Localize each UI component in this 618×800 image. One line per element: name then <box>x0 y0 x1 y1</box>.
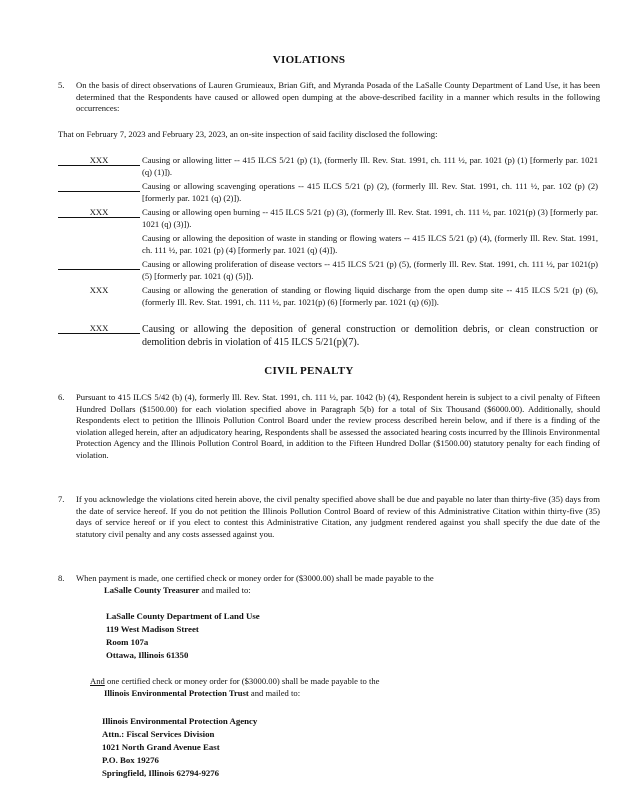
violation-mark: XXX <box>58 207 140 218</box>
violation-item-waste-in-waters <box>58 233 598 256</box>
address-iepa <box>102 715 257 780</box>
paragraph-8: When payment is made, one certified check or money order for ($3000.00) shall be made payable to the <box>76 573 434 583</box>
address-line: P.O. Box 19276 <box>102 755 159 765</box>
payee-line-2-intro <box>90 676 590 688</box>
paragraph-6-number: 6. <box>58 392 65 402</box>
violation-mark <box>58 181 140 192</box>
payee-1-tail: and mailed to: <box>199 585 251 595</box>
payee-2: Illinois Environmental Protection Trust <box>104 688 249 698</box>
violation-mark: XXX <box>89 285 109 295</box>
address-line: Attn.: Fiscal Services Division <box>102 729 215 739</box>
violation-item-litter <box>58 155 598 178</box>
address-line: 119 West Madison Street <box>106 624 199 634</box>
violation-mark <box>58 259 140 270</box>
address-line: 1021 North Grand Avenue East <box>102 742 220 752</box>
paragraph-7-number: 7. <box>58 494 65 504</box>
violation-item-liquid-discharge <box>58 285 598 308</box>
violation-text: Causing or allowing the deposition of general construction or demolition debris, or clean construction or demolition debris in violation of 415 ILCS 5/21(p)(7). <box>142 324 598 348</box>
violation-item-open-burning <box>58 207 598 230</box>
address-line: Ottawa, Illinois 61350 <box>106 650 189 660</box>
violation-item-scavenging <box>58 181 598 204</box>
payee-2-tail: and mailed to: <box>248 688 301 698</box>
violation-item-disease-vectors <box>58 259 598 282</box>
violation-text: Causing or allowing scavenging operations -- 415 ILCS 5/21 (p) (2), (formerly Ill. Rev. Stat. 1991, ch. 111 ½, par. 102 (p) (2) [formerly par. 1021 (q) (2)]). <box>142 181 598 203</box>
address-line: Room 107a <box>106 637 149 647</box>
violation-mark: XXX <box>58 323 140 334</box>
paragraph-5: On the basis of direct observations of Lauren Grumieaux, Brian Gift, and Myranda Posada of the LaSalle County Department of Land Use, it has been determined that the Respondents have caused or allowed open dumping at the above-described facility in a manner which results in the following occurrences: <box>76 80 600 113</box>
violation-text: Causing or allowing the deposition of waste in standing or flowing waters -- 415 ILCS 5/21 (p) (4), (formerly Ill. Rev. Stat. 1991, ch. 111 ½, par. 1021 (p) (4) [formerly par. 1021 (q) (4)]). <box>142 233 598 255</box>
violation-text: Causing or allowing proliferation of disease vectors -- 415 ILCS 5/21 (p) (5), (formerly Ill. Rev. Stat. 1991, ch. 111 ½, par 1021(p) (5) [formerly par. 1021 (q) (5)]). <box>142 259 598 281</box>
and-rest: one certified check or money order for ($3000.00) shall be made payable to the <box>104 676 380 686</box>
violation-mark: XXX <box>58 155 140 166</box>
violation-text: Causing or allowing litter -- 415 ILCS 5/21 (p) (1), (formerly Ill. Rev. Stat. 1991, ch. 111 ½, par. 1021 (p) (1) [formerly par. 1021 (q) (1)]). <box>142 155 598 177</box>
payee-1: LaSalle County Treasurer <box>104 585 200 595</box>
civil-penalty-heading: CIVIL PENALTY <box>264 365 354 377</box>
address-land-use <box>106 610 260 662</box>
paragraph-6: Pursuant to 415 ILCS 5/42 (b) (4), formerly Ill. Rev. Stat. 1991, ch. 111 ½, par. 1042 (b) (4), Respondent herein is subject to a civil penalty of Fifteen Hundred Dollars ($1500.00) for each violation specified above in Paragraph 5(b) for a total of Six Thousand ($6000.00). Additionally, should Respondents elect to petition the Illinois Pollution Control Board under the review process described herein below, and if there is a finding of the violation alleged herein, after an adjudicatory hearing, Respondents shall be assessed the associated hearing costs incurred by the Illinois Environmental Protection Agency and the Illinois Pollution Control Board, in addition to the Fifteen Hundred Dollar ($1500.00) statutory penalty for each finding of violation. <box>76 392 600 460</box>
violation-text: Causing or allowing the generation of standing or flowing liquid discharge from the open dump site -- 415 ILCS 5/21 (p) (6), (formerly Ill. Rev. Stat. 1991, ch. 111 ½, par. 1021(p) (6) [formerly par. 1021 (q) (6)]). <box>142 285 598 307</box>
and-word: And <box>90 676 105 686</box>
paragraph-7: If you acknowledge the violations cited herein above, the civil penalty specified above shall be due and payable no later than thirty-five (35) days from the date of service hereof. If you do not petition the Illinois Pollution Control Board of review of this Administrative Citation within thirty-five (35) days of service hereof or if you elect to contest this Administrative Citation, any judgment rendered against you shall specify the due date of the statutory civil penalty and any costs assessed against you. <box>76 494 600 539</box>
payee-line-2 <box>104 688 554 700</box>
paragraph-8-number: 8. <box>58 573 65 583</box>
violation-text: Causing or allowing open burning -- 415 ILCS 5/21 (p) (3), (formerly Ill. Rev. Stat. 1991, ch. 111 ½, par. 1021(p) (3) [formerly par. 1021 (q) (3)]). <box>142 207 598 229</box>
address-line: Illinois Environmental Protection Agency <box>102 716 258 726</box>
payee-line-1 <box>104 585 504 597</box>
violations-heading: VIOLATIONS <box>272 54 346 66</box>
inspection-statement: That on February 7, 2023 and February 23, 2023, an on-site inspection of said facility disclosed the following: <box>58 129 438 139</box>
address-line: Springfield, Illinois 62794-9276 <box>102 768 220 778</box>
violation-item-construction-debris <box>58 323 598 349</box>
paragraph-5-number: 5. <box>58 80 65 90</box>
violation-mark <box>58 233 140 243</box>
address-line: LaSalle County Department of Land Use <box>106 611 260 621</box>
